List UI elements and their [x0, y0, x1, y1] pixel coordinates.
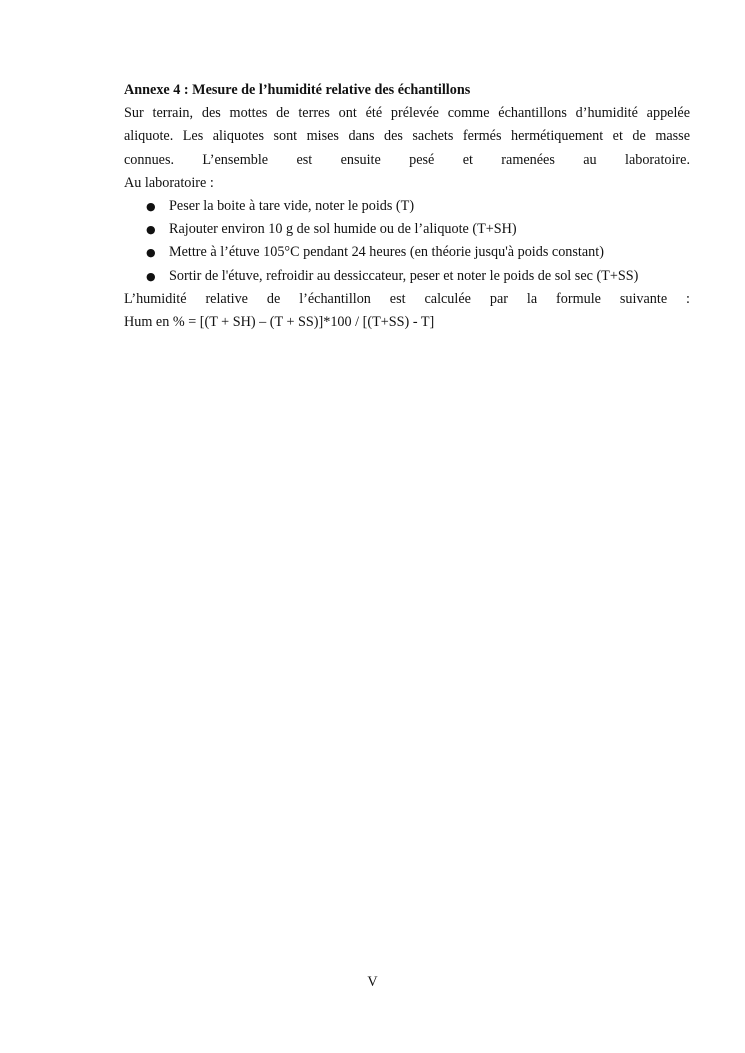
procedure-step	[124, 218, 690, 241]
intro-paragraph	[124, 102, 690, 195]
bullet-dot-icon: ●	[146, 200, 156, 214]
procedure-list	[124, 195, 690, 288]
procedure-step-text: Peser la boite à tare vide, noter le poids (T)	[169, 198, 415, 215]
bullet-dot-icon: ●	[146, 223, 156, 237]
formula-paragraph	[124, 288, 690, 334]
intro-line: Sur terrain, des mottes de terres ont été prélevée comme échantillons d’humidité appelée	[124, 105, 690, 122]
bullet-dot-icon: ●	[146, 246, 156, 260]
formula: Hum en % = [(T + SH) – (T + SS)]*100 / [(T+SS) - T]	[124, 314, 435, 331]
procedure-step	[124, 195, 690, 218]
intro-line: aliquote. Les aliquotes sont mises dans des sachets fermés hermétiquement et de masse	[124, 128, 690, 145]
procedure-step-text: Sortir de l'étuve, refroidir au dessiccateur, peser et noter le poids de sol sec (T+SS)	[169, 267, 639, 284]
annex-title: Annexe 4 : Mesure de l’humidité relative des échantillons	[124, 82, 471, 98]
procedure-step	[124, 241, 690, 264]
bullet-dot-icon: ●	[146, 269, 156, 283]
intro-line: connues. L’ensemble est ensuite pesé et ramenées au laboratoire.	[124, 151, 690, 168]
procedure-step-text: Mettre à l’étuve 105°C pendant 24 heures (en théorie jusqu'à poids constant)	[169, 244, 604, 261]
procedure-step	[124, 265, 690, 288]
lab-label: Au laboratoire :	[124, 174, 214, 191]
procedure-step-text: Rajouter environ 10 g de sol humide ou de l’aliquote (T+SH)	[169, 221, 517, 238]
annex-section	[124, 79, 690, 334]
page-number: V	[367, 974, 378, 990]
formula-intro: L’humidité relative de l’échantillon est calculée par la formule suivante :	[124, 290, 690, 307]
